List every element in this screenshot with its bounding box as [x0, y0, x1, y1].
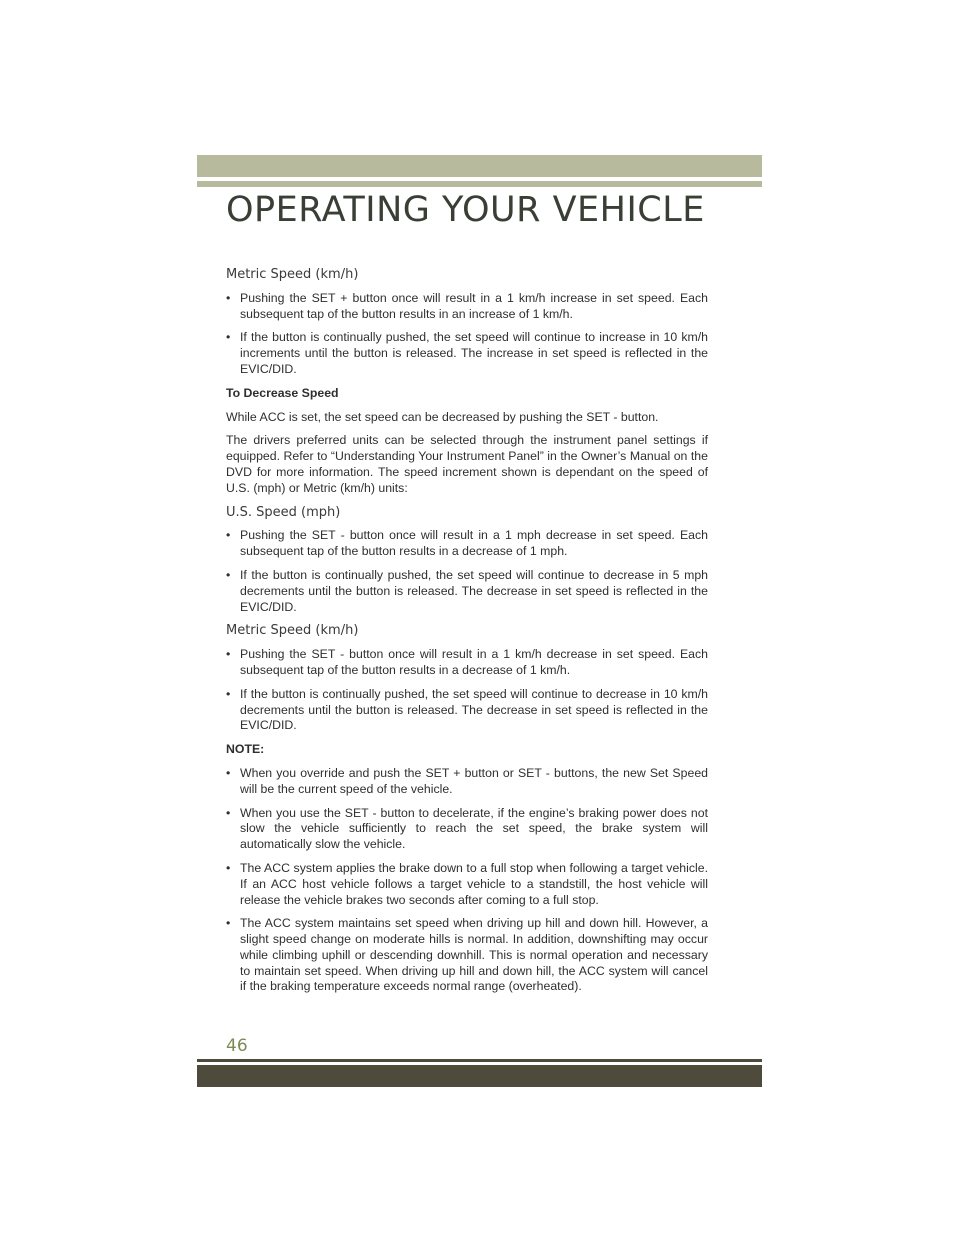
bullet-icon: •	[226, 290, 231, 305]
list-item	[226, 291, 708, 323]
page-number: 46	[226, 1036, 248, 1056]
list-item	[226, 916, 708, 995]
bullet-text: The ACC system maintains set speed when driving up hill and down hill. However, a slight speed change on moderate hills is normal. In addition, downshifting may occur while climbing uphill or descending downhill. This is normal operation and necessary to maintain set speed. When driving up hill and down hill, the ACC system will cancel if the braking temperature exceeds normal range (overheated).	[240, 916, 708, 994]
paragraph: The drivers preferred units can be selected through the instrument panel settings if equipped. Refer to “Understanding Your Instrument Panel” in the Owner’s Manual on the DVD for more information. The speed increment shown is dependant on the speed of U.S. (mph) or Metric (km/h) units:	[226, 433, 708, 495]
bullet-text: Pushing the SET - button once will result in a 1 mph decrease in set speed. Each subsequent tap of the button results in a decrease of 1 mph.	[240, 528, 708, 559]
bullet-text: The ACC system applies the brake down to a full stop when following a target vehicle. If an ACC host vehicle follows a target vehicle to a standstill, the host vehicle will release the vehicle brakes two seconds after coming to a full stop.	[240, 860, 708, 907]
bullet-icon: •	[226, 916, 231, 931]
bullet-list	[226, 766, 708, 995]
list-item	[226, 861, 708, 908]
bullet-list	[226, 291, 708, 378]
bullet-list	[226, 647, 708, 734]
heading-decrease-speed: To Decrease Speed	[226, 385, 339, 400]
bullet-text: Pushing the SET + button once will result in a 1 km/h increase in set speed. Each subsequent tap of the button results in an increase of 1 km/h.	[240, 290, 708, 321]
section-title: OPERATING YOUR VEHICLE	[226, 190, 705, 230]
bullet-icon: •	[226, 860, 231, 875]
bullet-text: When you use the SET - button to decelerate, if the engine’s braking power does not slow the vehicle sufficiently to reach the set speed, the brake system will automatically slow the vehicle.	[240, 805, 708, 852]
list-item	[226, 568, 708, 615]
subheading-metric-increase: Metric Speed (km/h)	[226, 267, 359, 282]
list-item	[226, 687, 708, 734]
bullet-text: If the button is continually pushed, the set speed will continue to increase in 10 km/h increments until the button is released. The increase in set speed is reflected in the EVIC/DID.	[240, 330, 708, 376]
paragraph: While ACC is set, the set speed can be decreased by pushing the SET - button.	[226, 409, 659, 424]
note-heading: NOTE:	[226, 742, 265, 757]
bullet-text: When you override and push the SET + button or SET - buttons, the new Set Speed will be the current speed of the vehicle.	[240, 765, 708, 796]
bullet-text: If the button is continually pushed, the set speed will continue to decrease in 10 km/h decrements until the button is released. The decrease in set speed is reflected in the EVIC/DID.	[240, 686, 708, 733]
bullet-text: If the button is continually pushed, the set speed will continue to decrease in 5 mph decrements until the button is released. The decrease in set speed is reflected in the EVIC/DID.	[240, 567, 708, 614]
footer-band	[197, 1065, 762, 1087]
list-item	[226, 806, 708, 853]
list-item	[226, 330, 708, 377]
header-band-stripe	[197, 181, 762, 187]
bullet-icon: •	[226, 686, 231, 701]
subheading-us-speed: U.S. Speed (mph)	[226, 504, 341, 520]
bullet-icon: •	[226, 765, 231, 780]
bullet-list	[226, 528, 708, 615]
bullet-icon: •	[226, 330, 231, 345]
bullet-icon: •	[226, 647, 231, 662]
bullet-text: Pushing the SET - button once will result in a 1 km/h decrease in set speed. Each subsequent tap of the button results in a decrease of 1 km/h.	[240, 647, 708, 677]
bullet-icon: •	[226, 567, 231, 582]
bullet-icon: •	[226, 805, 231, 820]
subheading-metric-decrease: Metric Speed (km/h)	[226, 623, 359, 639]
list-item	[226, 766, 708, 798]
footer-band-stripe	[197, 1059, 762, 1062]
page-content	[226, 262, 708, 1003]
list-item	[226, 528, 708, 560]
list-item	[226, 647, 708, 679]
bullet-icon: •	[226, 528, 231, 543]
header-band	[197, 155, 762, 177]
